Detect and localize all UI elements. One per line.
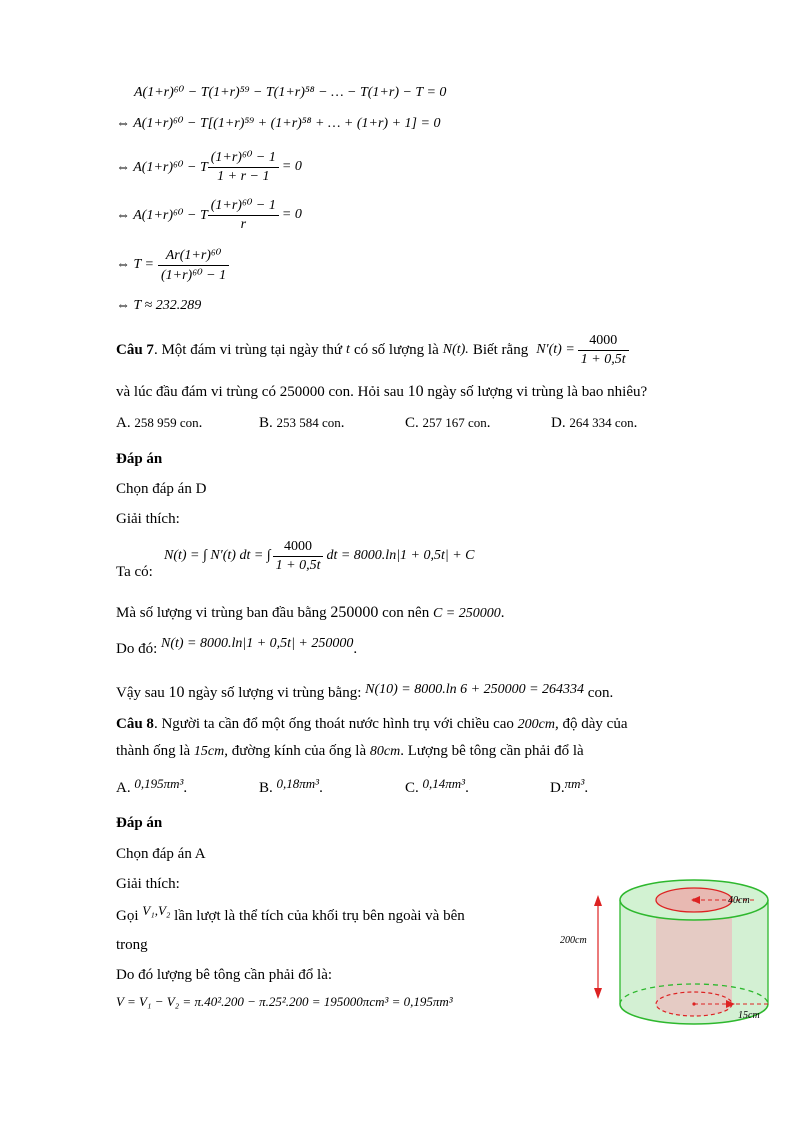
- option-letter: D.: [551, 415, 566, 431]
- q7-initial-text-b: con nên: [382, 605, 430, 621]
- q7-n-formula: N(t) = 8000.ln|1 + 0,5t| + 250000: [161, 636, 354, 651]
- q7-option-c[interactable]: [405, 415, 491, 432]
- q7-choice: Chọn đáp án D: [116, 481, 207, 497]
- q8-statement-line-1: [116, 716, 627, 733]
- q8-text-2: , độ dày của: [555, 716, 628, 732]
- fraction-numerator: (1+r)⁶⁰ − 1: [208, 197, 279, 216]
- derivation-line-5-prefix: ⇔ T =: [116, 257, 154, 272]
- q8-text-4: , đường kính của ống là: [224, 743, 367, 759]
- q8-statement-line-2: [116, 743, 584, 760]
- height-label: 200cm: [560, 935, 587, 946]
- q7-formula-line: [116, 636, 358, 658]
- derivation-line-6: ⇔ T ≈ 232.289: [116, 298, 202, 313]
- q7-option-d[interactable]: [551, 415, 637, 432]
- top-radius-label: 40cm: [728, 895, 750, 906]
- q8-label: Câu 8: [116, 716, 154, 732]
- q8-text-1: . Người ta cần đổ một ống thoát nước hình trụ với chiều cao: [153, 716, 514, 732]
- option-letter: A.: [116, 415, 131, 431]
- q8-goi-line: [116, 903, 465, 925]
- option-tail: .: [198, 415, 203, 431]
- q8-option-b[interactable]: [259, 776, 323, 797]
- q7-text-3: Biết rằng: [472, 341, 529, 358]
- q8-option-d[interactable]: [550, 776, 589, 797]
- pipe-cylinder-figure: [560, 876, 785, 1036]
- q8-volume-vars: V₁,V₂: [142, 903, 171, 918]
- fraction-numerator: (1+r)⁶⁰ − 1: [208, 149, 279, 168]
- fraction-numerator: 4000: [273, 539, 324, 557]
- q7-derivative-formula: [536, 333, 628, 368]
- q8-choice: Chọn đáp án A: [116, 846, 206, 862]
- q7-derivative-lhs: N′(t) =: [536, 342, 575, 357]
- derivation-line-3-fraction: [208, 149, 279, 185]
- q7-taco: Ta có:: [116, 564, 153, 580]
- option-tail: .: [319, 780, 323, 796]
- q8-options: [116, 776, 716, 802]
- derivation-line-1: A(1+r)⁶⁰ − T(1+r)⁵⁹ − T(1+r)⁵⁸ − … − T(1+r) − T = 0: [134, 85, 447, 100]
- q8-goi-a: Gọi: [116, 908, 139, 924]
- option-tail: .: [584, 780, 589, 796]
- q7-c-equation: C = 250000: [432, 606, 501, 621]
- q7-integral-fraction: [273, 539, 324, 574]
- q8-thickness: 15cm: [193, 744, 225, 759]
- q7-final-text-a: Vậy sau: [116, 685, 165, 701]
- fraction-denominator: r: [240, 217, 247, 232]
- derivation-line-2: ⇔ A(1+r)⁶⁰ − T[(1+r)⁵⁹ + (1+r)⁵⁸ + … + (1+r) + 1] = 0: [116, 116, 441, 131]
- option-letter: C.: [405, 780, 419, 796]
- option-tail: .: [486, 415, 491, 431]
- q7-final-equation: N(10) = 8000.ln 6 + 250000 = 264334: [365, 682, 585, 697]
- derivation-line-4-fraction: [208, 197, 279, 233]
- q7-option-b[interactable]: [259, 415, 345, 432]
- fraction-numerator: 4000: [578, 333, 629, 351]
- derivation-line-5: [116, 243, 229, 287]
- q7-derivative-fraction: [578, 333, 629, 368]
- option-letter: C.: [405, 415, 419, 431]
- option-letter: B.: [259, 780, 273, 796]
- fraction-denominator: 1 + 0,5t: [580, 351, 626, 367]
- option-letter: D.: [550, 780, 565, 796]
- derivation-line-4-suffix: = 0: [281, 207, 302, 222]
- q8-explain-label: Giải thích:: [116, 876, 180, 892]
- option-tail: .: [633, 415, 638, 431]
- q8-diameter: 80cm: [369, 744, 401, 759]
- q7-integral-rhs: dt = 8000.ln|1 + 0,5t| + C: [326, 548, 475, 563]
- option-value: 253 584 con: [276, 415, 341, 430]
- q8-option-c[interactable]: [405, 776, 469, 797]
- q7-statement-line-2: [116, 383, 647, 401]
- option-value: 0,18πm³: [276, 776, 320, 791]
- q7-initial-text-a: Mà số lượng vi trùng ban đầu bằng: [116, 605, 327, 621]
- option-value: 0,14πm³: [422, 776, 466, 791]
- q7-final-days: 10: [168, 684, 185, 701]
- height-arrow-top: [594, 895, 602, 906]
- q7-label: Câu 7: [116, 341, 154, 358]
- option-letter: A.: [116, 780, 131, 796]
- option-tail: .: [340, 415, 345, 431]
- q8-answer-heading: Đáp án: [116, 815, 163, 831]
- q7-option-a[interactable]: [116, 415, 202, 432]
- q8-goi-b: lần lượt là thể tích của khối trụ bên ngoài và bên: [174, 908, 465, 924]
- q7-n-t: N(t).: [442, 342, 469, 357]
- fraction-denominator: 1 + 0,5t: [275, 557, 321, 573]
- derivation-line-4-prefix: ⇔ A(1+r)⁶⁰ − T: [116, 207, 208, 223]
- q7-statement-line-1: [116, 328, 629, 372]
- option-value: 258 959 con: [134, 415, 199, 430]
- top-center-point: [692, 898, 695, 901]
- q7-options: [116, 415, 716, 437]
- option-letter: B.: [259, 415, 273, 431]
- q8-height: 200cm: [517, 717, 555, 732]
- q7-days: 10: [407, 383, 424, 400]
- q7-initial-text-c: .: [500, 605, 505, 621]
- q7-dodo: Do đó:: [116, 641, 158, 657]
- derivation-line-3-suffix: = 0: [281, 159, 302, 174]
- q7-integral: [164, 536, 475, 576]
- q8-volume-equation: V = V₁ − V₂ = π.40².200 − π.25².200 = 195000πcm³ = 0,195πm³: [116, 994, 453, 1009]
- q7-final-line: [116, 684, 613, 702]
- derivation-line-4: [116, 195, 302, 235]
- q8-text-3: thành ống là: [116, 743, 191, 759]
- q7-answer-heading: Đáp án: [116, 451, 163, 467]
- height-arrow-bottom: [594, 988, 602, 999]
- q7-initial-line: [116, 604, 505, 622]
- q7-initial-value: 250000: [330, 604, 379, 621]
- q7-var-t: t: [346, 342, 350, 357]
- derivation-line-5-fraction: [158, 247, 229, 284]
- fraction-denominator: (1+r)⁶⁰ − 1: [160, 267, 227, 283]
- q7-text-5: ngày số lượng vi trùng là bao nhiêu?: [427, 384, 648, 400]
- q7-integral-lhs: N(t) = ∫ N′(t) dt = ∫: [164, 548, 271, 563]
- derivation-line-3: [116, 147, 302, 187]
- q8-goi-line-2: trong: [116, 937, 148, 953]
- option-value: 257 167 con: [422, 415, 487, 430]
- q8-option-a[interactable]: [116, 776, 188, 797]
- option-tail: .: [465, 780, 469, 796]
- fraction-numerator: Ar(1+r)⁶⁰: [158, 247, 229, 266]
- q8-dodo: Do đó lượng bê tông cần phải đổ là:: [116, 967, 333, 983]
- option-value: 0,195πm³: [134, 776, 184, 791]
- q7-text-1: . Một đám vi trùng tại ngày thứ: [153, 341, 343, 358]
- option-tail: .: [183, 780, 188, 796]
- q7-explain-label: Giải thích:: [116, 511, 180, 527]
- option-value: 264 334 con: [569, 415, 634, 430]
- q8-text-5: . Lượng bê tông cần phải đổ là: [400, 743, 584, 759]
- bottom-center-point: [692, 1002, 695, 1005]
- option-value: πm³: [564, 776, 585, 791]
- fraction-denominator: 1 + r − 1: [217, 169, 270, 184]
- q7-n-formula-tail: .: [353, 641, 358, 657]
- derivation-line-3-prefix: ⇔ A(1+r)⁶⁰ − T: [116, 159, 208, 175]
- bottom-radius-label: 15cm: [738, 1010, 760, 1021]
- q7-text-4: và lúc đầu đám vi trùng có 250000 con. Hỏi sau: [116, 384, 404, 400]
- q7-text-2: có số lượng là: [353, 341, 439, 358]
- q7-final-text-c: con.: [587, 685, 614, 701]
- q7-final-text-b: ngày số lượng vi trùng bằng:: [188, 685, 362, 701]
